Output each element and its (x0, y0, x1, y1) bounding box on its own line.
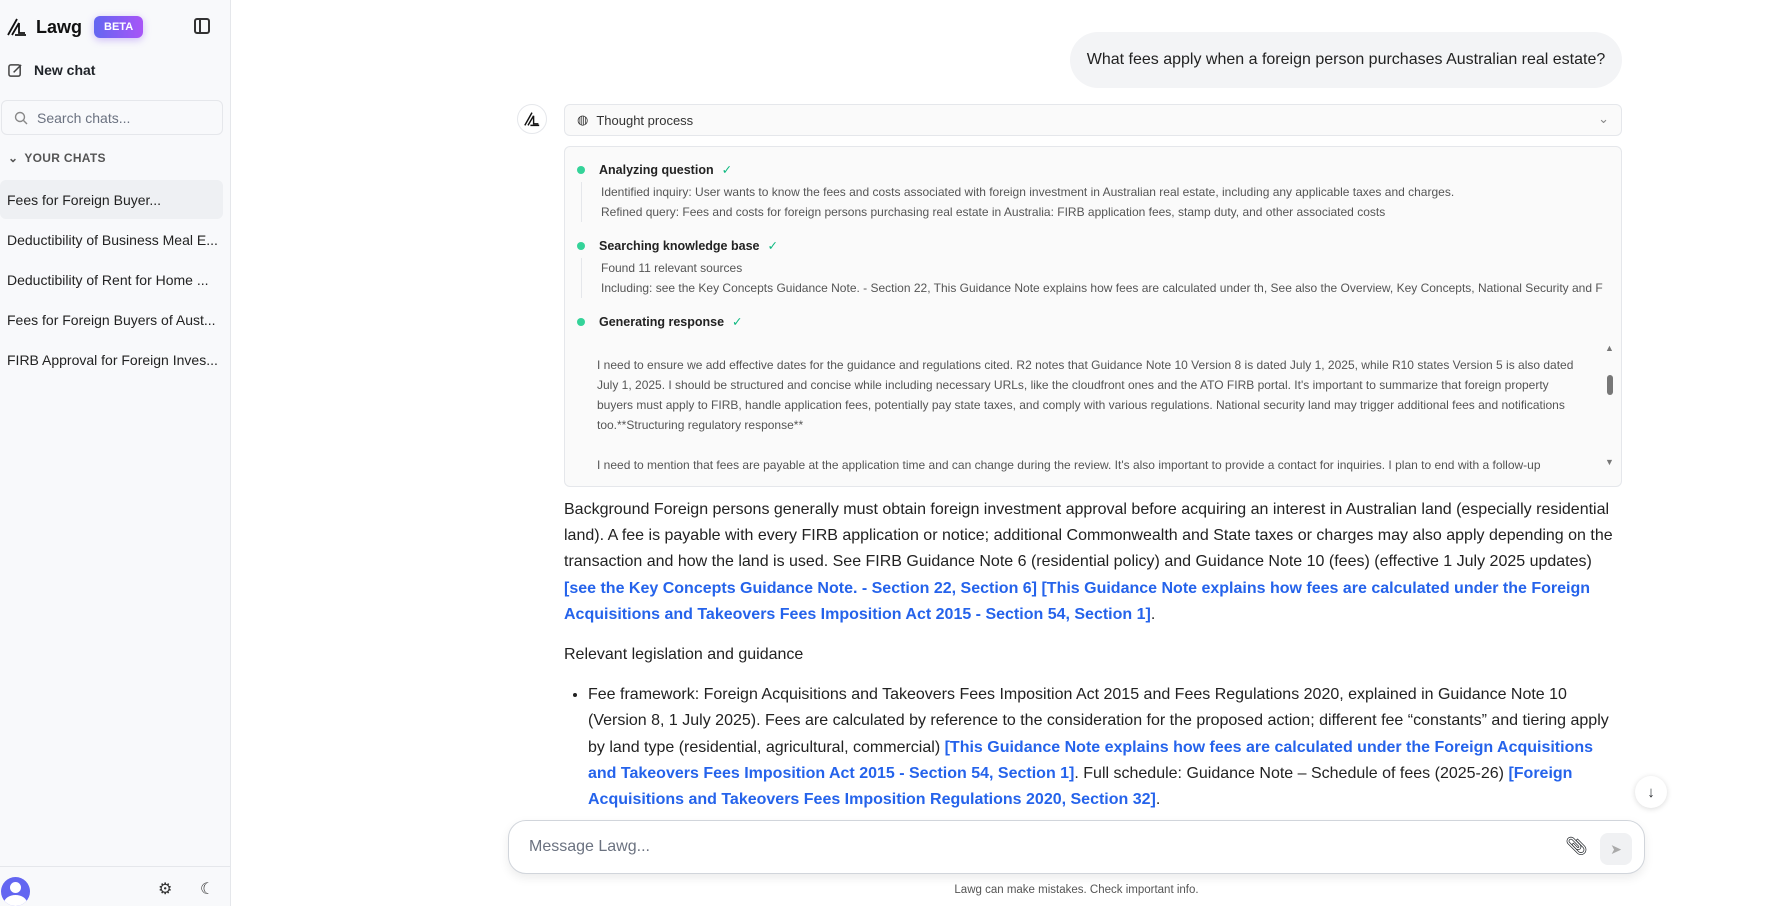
citation-link[interactable]: [This Guidance Note explains how fees are calculated under the Foreign Acquisitions and Takeovers Fees Imposition Act 2015 - Section 54, Section 1] (588, 738, 1594, 782)
step-title: Searching knowledge base (599, 239, 760, 253)
step-line: Refined query: Fees and costs for foreign persons purchasing real estate in Australia: FIRB application fees, stamp duty, and other associated costs (601, 205, 1386, 219)
answer-bullet (588, 682, 1624, 813)
thought-title: Thought process (596, 112, 694, 128)
beta-badge: BETA (94, 16, 143, 38)
sidebar (0, 0, 231, 906)
assistant-answer (564, 497, 1624, 813)
search-icon (14, 111, 28, 125)
gear-icon[interactable]: ⚙ (158, 881, 173, 898)
reasoning-scroll-area[interactable] (597, 355, 1587, 475)
status-dot (577, 318, 585, 326)
scroll-to-bottom-button[interactable] (1635, 776, 1667, 808)
text: Background Foreign persons generally must obtain foreign investment approval before acquiring an interest in Australian land (especially residential land). A fee is payable with every FIRB application or notice; additional Commonwealth and State taxes or charges may also apply depending on the transaction and how the land is used. See FIRB Guidance Note 6 (residential policy) and Guidance Note 10 (fees) (effective 1 July 2025 updates) (564, 501, 1613, 571)
search-input[interactable] (37, 110, 207, 126)
chevron-down-icon: ⌄ (1598, 111, 1609, 126)
sidebar-footer (0, 866, 231, 906)
step-line: Including: see the Key Concepts Guidance Note. - Section 22, This Guidance Note explains how fees are calculated under th, See also the Overview, Key Concepts, National Security and F (601, 281, 1603, 295)
chat-item[interactable]: Deductibility of Business Meal E... (7, 231, 218, 248)
message-input[interactable] (529, 838, 1529, 856)
citation-link[interactable]: [Foreign Acquisitions and Takeovers Fees Imposition Regulations 2020, Section 32] (588, 764, 1573, 809)
step-line: Identified inquiry: User wants to know the fees and costs associated with foreign investment in Australian real estate, including any applicable taxes and charges. (601, 185, 1455, 199)
chat-item[interactable]: Fees for Foreign Buyers of Aust... (7, 311, 216, 328)
collapse-sidebar-icon[interactable] (194, 18, 210, 34)
thought-process-toggle[interactable] (564, 104, 1622, 136)
scroll-down-icon[interactable]: ▼ (1605, 457, 1614, 467)
composer (508, 820, 1645, 874)
chat-item[interactable]: Fees for Foreign Buyer... (0, 180, 223, 219)
chat-item[interactable]: Deductibility of Rent for Home ... (7, 271, 209, 288)
chat-list (0, 180, 223, 380)
thought-process-panel (564, 146, 1622, 487)
step-line: Found 11 relevant sources (601, 261, 743, 275)
disclaimer: Lawg can make mistakes. Check important info. (954, 884, 1199, 896)
text: . (1155, 791, 1161, 809)
paperclip-icon[interactable]: 📎︎ (1565, 836, 1588, 856)
moon-icon[interactable]: ☾ (200, 881, 215, 898)
your-chats-toggle[interactable] (8, 151, 106, 165)
text: . (1150, 605, 1156, 623)
send-button[interactable] (1600, 833, 1632, 865)
lawg-logo-icon (6, 17, 28, 37)
lawg-logo-icon (523, 111, 541, 127)
app-name: Lawg (36, 16, 83, 37)
brain-icon: ◍ (577, 112, 589, 127)
step-title: Generating response (599, 315, 725, 329)
citation-link[interactable]: [This Guidance Note explains how fees are calculated under the Foreign Acquisitions and Takeovers Fees Imposition Act 2015 - Section 54, Section 1] (564, 579, 1591, 623)
arrow-down-icon: ↓ (1647, 783, 1655, 801)
step-generating (577, 313, 743, 331)
status-dot (577, 242, 585, 250)
edit-icon (8, 63, 23, 78)
text: . Full schedule: Guidance Note – Schedule of fees (2025-26) (1074, 764, 1509, 782)
user-message: What fees apply when a foreign person purchases Australian real estate? (1070, 32, 1622, 88)
check-icon: ✓ (721, 163, 733, 177)
chat-main (231, 0, 1788, 906)
answer-heading: Relevant legislation and guidance (564, 646, 804, 664)
section-label: YOUR CHATS (24, 151, 106, 165)
citation-link[interactable]: [see the Key Concepts Guidance Note. - Section 22, Section 6] (564, 579, 1038, 597)
new-chat-button[interactable] (8, 62, 95, 78)
answer-paragraph (564, 497, 1624, 628)
reasoning-paragraph: I need to ensure we add effective dates for the guidance and regulations cited. R2 notes that Guidance Note 10 Version 8 is dated July 1, 2025, while R10 states Version 5 is also dated July 1, 2025. I should be structured and concise while including necessary URLs, like the cloudfront ones and the ATO FIRB portal. It's important to summarize that foreign property buyers must apply to FIRB, handle application fees, potentially pay state taxes, and comply with various regulations. National security land may trigger additional fees and notifications too.**Structuring regulatory response** (597, 358, 1574, 432)
scroll-up-icon[interactable]: ▲ (1605, 343, 1614, 353)
new-chat-label: New chat (34, 62, 96, 78)
chat-item[interactable]: FIRB Approval for Foreign Inves... (7, 351, 218, 368)
check-icon: ✓ (732, 315, 743, 329)
status-dot (577, 166, 585, 174)
logo[interactable] (6, 16, 143, 38)
send-icon: ➤ (1610, 840, 1622, 857)
user-avatar[interactable] (1, 877, 30, 906)
scrollbar[interactable] (1605, 343, 1615, 473)
assistant-avatar (517, 104, 547, 134)
text: Fee framework: Foreign Acquisitions and Takeovers Fees Imposition Act 2015 and Fees Regulations 2020, explained in Guidance Note 10 (Version 8, 1 July 2025). Fees are calculated by reference to the consideration for the proposed action; different fee “constants” and tiering apply by land type (residential, agricultural, commercial) (588, 686, 1609, 756)
step-analyzing (577, 161, 1454, 222)
step-title: Analyzing question (599, 163, 714, 177)
scroll-thumb[interactable] (1607, 375, 1613, 395)
reasoning-paragraph: I need to mention that fees are payable at the application time and can change during the review. It's also important to provide a contact for inquiries. I plan to end with a follow-up (597, 458, 1541, 472)
check-icon: ✓ (767, 239, 778, 253)
search-box[interactable] (1, 100, 223, 135)
chevron-down-icon: ⌄ (8, 151, 19, 165)
step-searching (577, 237, 1603, 298)
